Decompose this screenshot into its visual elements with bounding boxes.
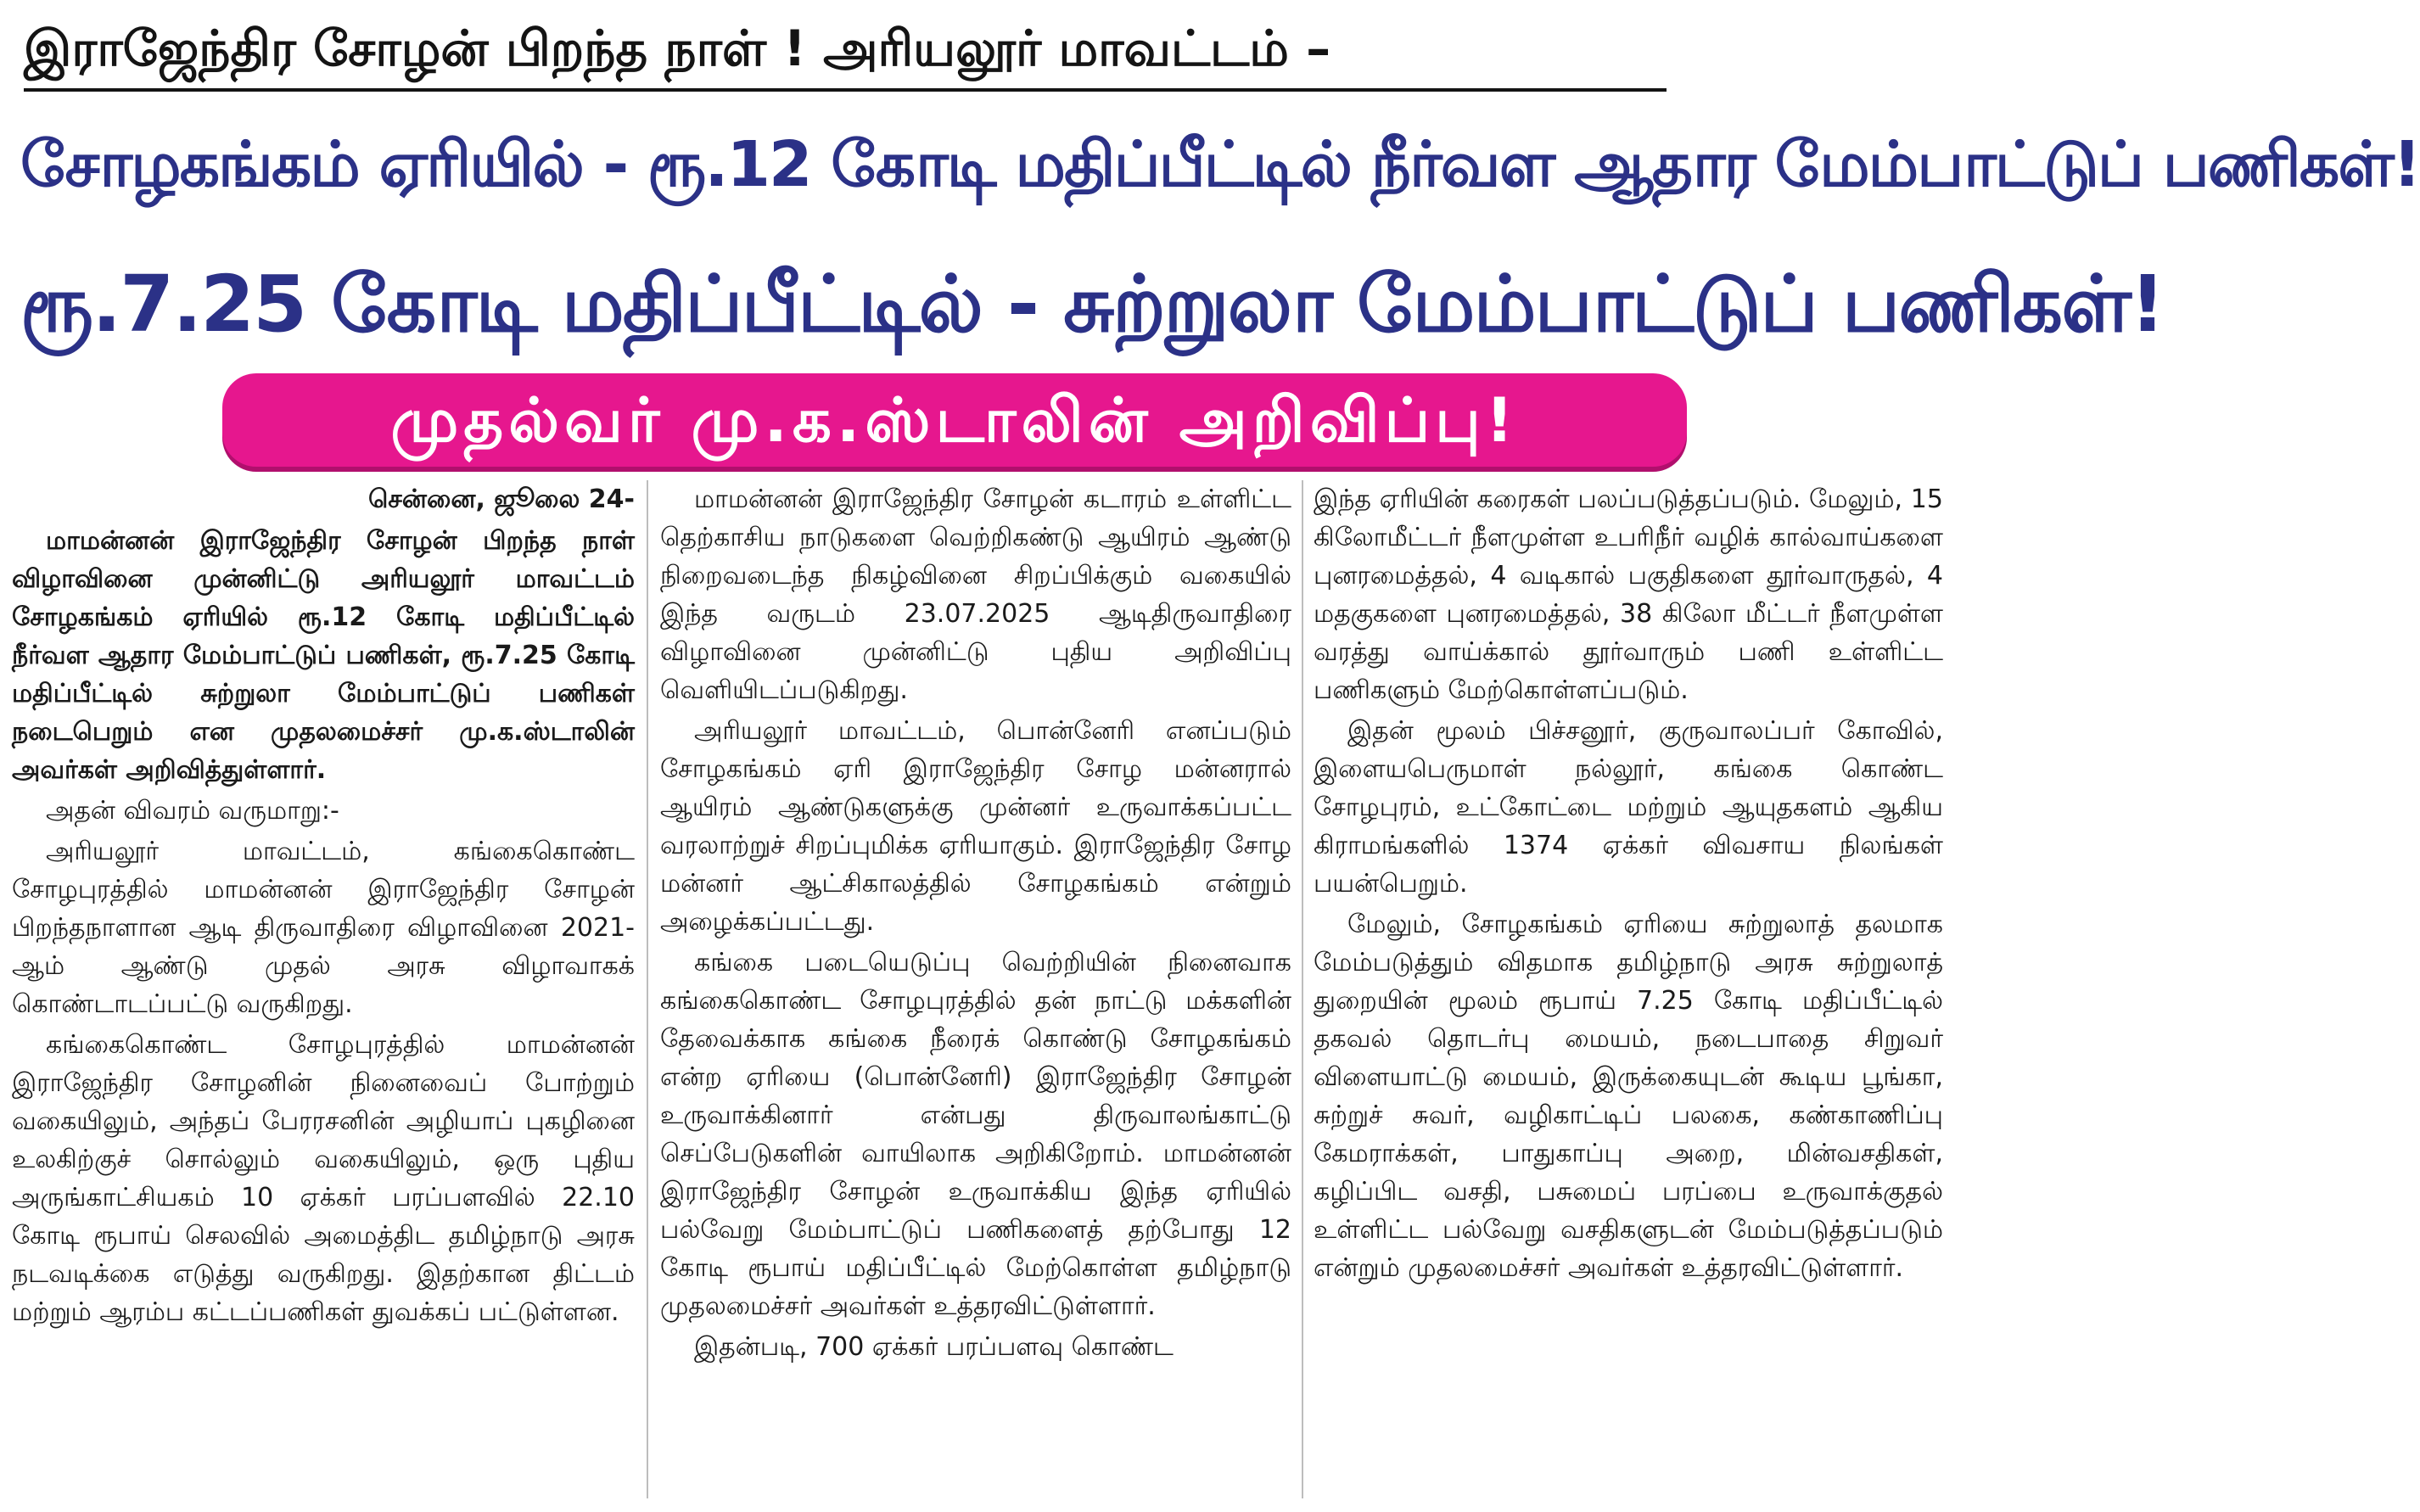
article-paragraph: அரியலூர் மாவட்டம், பொன்னேரி எனப்படும் சோழகங்கம் ஏரி இராஜேந்திர சோழ மன்னரால் ஆயிரம் ஆண்டுகளுக்கு முன்னர் உருவாக்கப்பட்ட வரலாற்றுச் சிறப்புமிக்க ஏரியாகும். இராஜேந்திர சோழ மன்னர் ஆட்சிகாலத்தில் சோழகங்கம் என்றும் அழைக்கப்பட்டது. xyxy=(660,716,1291,937)
article-paragraph: கங்கைகொண்ட சோழபுரத்தில் மாமன்னன் இராஜேந்திர சோழனின் நினைவைப் போற்றும் வகையிலும், அந்தப் பேரரசனின் அழியாப் புகழினை உலகிற்குச் சொல்லும் வகையிலும், ஒரு புதிய அருங்காட்சியகம் 10 ஏக்கர் பரப்பளவில் 22.10 கோடி ரூபாய் செலவில் அமைத்திட தமிழ்நாடு அரசு நடவடிக்கை எடுத்து வருகிறது. இதற்கான திட்டம் மற்றும் ஆரம்ப கட்டப்பணிகள் துவக்கப் பட்டுள்ளன. xyxy=(12,1030,635,1327)
article-paragraph: அதன் விவரம் வருமாறு:- xyxy=(46,796,339,826)
column-divider xyxy=(647,480,648,1498)
article-paragraph: மாமன்னன் இராஜேந்திர சோழன் கடாரம் உள்ளிட்ட தெற்காசிய நாடுகளை வெற்றிகண்டு ஆயிரம் ஆண்டு நிறைவடைந்த நிகழ்வினை சிறப்பிக்கும் வகையில் இந்த வருடம் 23.07.2025 ஆடிதிருவாதிரை விழாவினை முன்னிட்டு புதிய அறிவிப்பு வெளியிடப்படுகிறது. xyxy=(660,484,1291,705)
article-column-3 xyxy=(1314,480,1943,1507)
article-paragraph: கங்கை படையெடுப்பு வெற்றியின் நினைவாக கங்கைகொண்ட சோழபுரத்தில் தன் நாட்டு மக்களின் தேவைக்காக கங்கை நீரைக் கொண்டு சோழகங்கம் என்ற ஏரியை (பொன்னேரி) இராஜேந்திர சோழன் உருவாக்கினார் என்பது திருவாலங்காட்டு செப்பேடுகளின் வாயிலாக அறிகிறோம். மாமன்னன் இராஜேந்திர சோழன் உருவாக்கிய இந்த ஏரியில் பல்வேறு மேம்பாட்டுப் பணிகளைத் தற்போது 12 கோடி ரூபாய் மதிப்பீட்டில் மேற்கொள்ள தமிழ்நாடு முதலமைச்சர் அவர்கள் உத்தரவிட்டுள்ளார். xyxy=(660,948,1291,1321)
article-paragraph: இதன் மூலம் பிச்சனூர், குருவாலப்பர் கோவில், இளையபெருமாள் நல்லூர், கங்கை கொண்ட சோழபுரம், உட்கோட்டை மற்றும் ஆயுதகளம் ஆகிய கிராமங்களில் 1374 ஏக்கர் விவசாய நிலங்கள் பயன்பெறும். xyxy=(1314,716,1943,899)
article-column-2 xyxy=(660,480,1291,1507)
headline-secondary: ரூ.7.25 கோடி மதிப்பீட்டில் - சுற்றுலா மேம்பாட்டுப் பணிகள்! xyxy=(20,259,2164,350)
article-paragraph: இந்த ஏரியின் கரைகள் பலப்படுத்தப்படும். மேலும், 15 கிலோமீட்டர் நீளமுள்ள உபரிநீர் வழிக் கால்வாய்களை புனரமைத்தல், 4 வடிகால் பகுதிகளை தூர்வாருதல், 4 மதகுகளை புனரமைத்தல், 38 கிலோ மீட்டர் நீளமுள்ள வரத்து வாய்க்கால் தூர்வாரும் பணி உள்ளிட்ட பணிகளும் மேற்கொள்ளப்படும். xyxy=(1314,484,1943,705)
announcement-banner: முதல்வர் மு.க.ஸ்டாலின் அறிவிப்பு! xyxy=(222,373,1687,467)
column-divider xyxy=(1302,480,1303,1498)
headline-primary: சோழகங்கம் ஏரியில் - ரூ.12 கோடி மதிப்பீட்டில் நீர்வள ஆதார மேம்பாட்டுப் பணிகள்! xyxy=(20,128,2420,201)
kicker-headline: இராஜேந்திர சோழன் பிறந்த நாள் ! அரியலூர் மாவட்டம் – xyxy=(24,20,1331,77)
article-lede: மாமன்னன் இராஜேந்திர சோழன் பிறந்த நாள் விழாவினை முன்னிட்டு அரியலூர் மாவட்டம் சோழகங்கம் ஏரியில் ரூ.12 கோடி மதிப்பீட்டில் நீர்வள ஆதார மேம்பாட்டுப் பணிகள், ரூ.7.25 கோடி மதிப்பீட்டில் சுற்றுலா மேம்பாட்டுப் பணிகள் நடைபெறும் என முதலமைச்சர் மு.க.ஸ்டாலின் அவர்கள் அறிவித்துள்ளார். xyxy=(12,526,635,785)
article-paragraph: இதன்படி, 700 ஏக்கர் பரப்பளவு கொண்ட xyxy=(694,1332,1174,1362)
article-paragraph: அரியலூர் மாவட்டம், கங்கைகொண்ட சோழபுரத்தில் மாமன்னன் இராஜேந்திர சோழன் பிறந்தநாளான ஆடி திருவாதிரை விழாவினை 2021- ஆம் ஆண்டு முதல் அரசு விழாவாகக் கொண்டாடப்பட்டு வருகிறது. xyxy=(12,837,635,1019)
dateline: சென்னை, ஜூலை 24- xyxy=(367,484,635,514)
article-paragraph: மேலும், சோழகங்கம் ஏரியை சுற்றுலாத் தலமாக மேம்படுத்தும் விதமாக தமிழ்நாடு அரசு சுற்றுலாத் துறையின் மூலம் ரூபாய் 7.25 கோடி மதிப்பீட்டில் தகவல் தொடர்பு மையம், நடைபாதை சிறுவர் விளையாட்டு மையம், இருக்கையுடன் கூடிய பூங்கா, சுற்றுச் சுவர், வழிகாட்டிப் பலகை, கண்காணிப்பு கேமராக்கள், பாதுகாப்பு அறை, மின்வசதிகள், கழிப்பிட வசதி, பசுமைப் பரப்பை உருவாக்குதல் உள்ளிட்ட பல்வேறு வசதிகளுடன் மேம்படுத்தப்படும் என்றும் முதலமைச்சர் அவர்கள் உத்தரவிட்டுள்ளார். xyxy=(1314,910,1943,1283)
article-column-1 xyxy=(12,480,635,1507)
kicker-underline xyxy=(24,88,1667,92)
